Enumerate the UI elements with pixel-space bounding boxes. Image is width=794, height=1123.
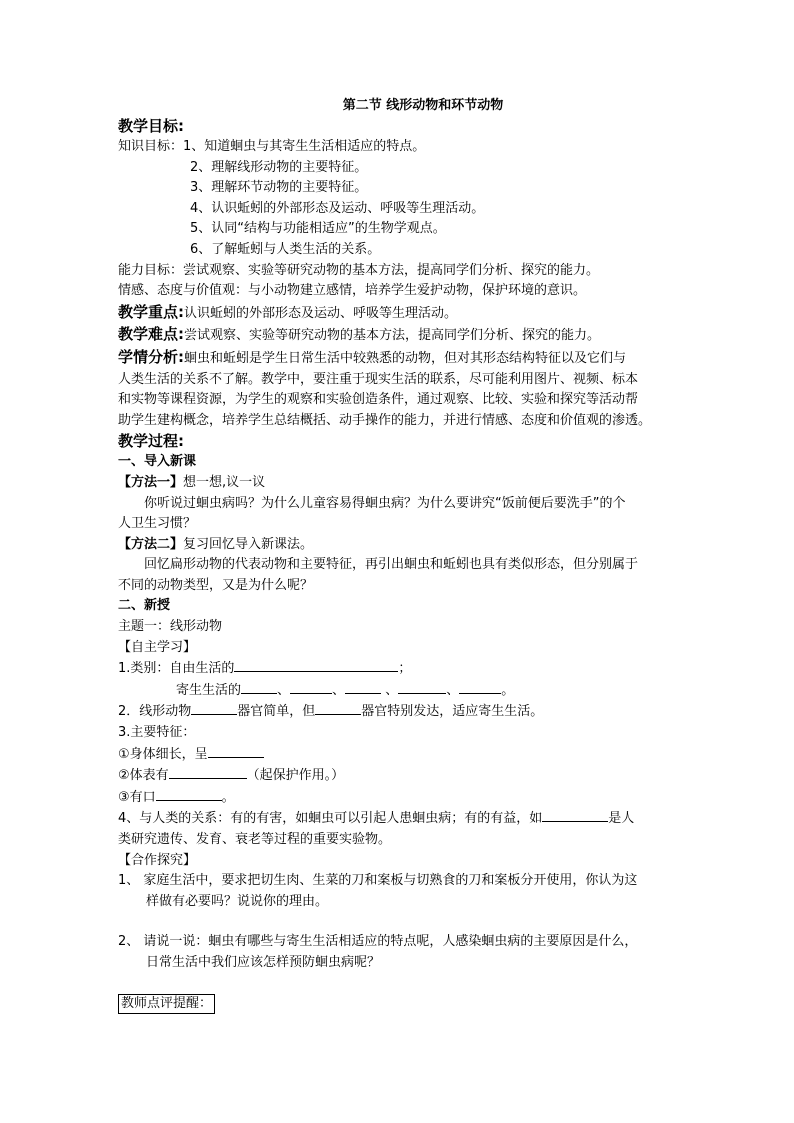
answer-space[interactable] [118, 912, 678, 932]
answer-space-2[interactable] [118, 974, 678, 994]
teacher-note [118, 994, 678, 1015]
feature-2: ②体表有 （起保护作用。） [118, 765, 678, 787]
blank-parasitic-2[interactable] [290, 680, 332, 694]
analysis-line-2: 人类生活的关系不了解。教学中，要注重于现实生活的联系，尽可能利用图片、视频、标本 [118, 371, 639, 387]
process-heading: 教学过程: [118, 432, 184, 451]
part1-heading: 一、导入新课 [118, 454, 197, 470]
blank-parasitic-1[interactable] [241, 680, 277, 694]
coop-q1-line-1: 1、 家庭生活中，要求把切生肉、生菜的刀和案板与切熟食的刀和案板分开使用，你认为这 [118, 873, 638, 889]
question-4a: 4、与人类的关系：有的有害，如蛔虫可以引起人患蛔虫病；有的有益，如 是人 [118, 808, 678, 830]
coop-q2-line-1: 2、 请说一说：蛔虫有哪些与寄生生活相适应的特点呢，人感染蛔虫病的主要原因是什么， [118, 934, 638, 950]
knowledge-goal-3: 3、理解环节动物的主要特征。 [190, 180, 368, 196]
coop-label: 【合作探究】 [118, 852, 197, 868]
blank-organ-2[interactable] [315, 701, 361, 715]
key-points: 教学重点:认识蚯蚓的外部形态及运动、呼吸等生理活动。 [118, 302, 458, 321]
blank-body-surface[interactable] [169, 765, 247, 779]
analysis-line-4: 助学生建构概念，培养学生总结概括、动手操作的能力，并进行情感、态度和价值观的渗透。 [118, 412, 652, 428]
feature-1: ①身体细长，呈 [118, 744, 678, 766]
knowledge-goal-5: 5、认同“结构与功能相适应”的生物学观点。 [190, 221, 446, 237]
knowledge-goal-1: 知识目标：1、知道蛔虫与其寄生生活相适应的特点。 [118, 139, 426, 154]
method1: 【方法一】想一想,议一议 [118, 474, 266, 490]
knowledge-goal-6: 6、了解蚯蚓与人类生活的关系。 [190, 241, 381, 257]
question-3: 3.主要特征： [118, 725, 196, 741]
method2-line-1: 回忆扁形动物的代表动物和主要特征，再引出蛔虫和蚯蚓也具有类似形态，但分别属于 [144, 557, 639, 573]
knowledge-label: 知识目标： [118, 139, 184, 154]
goals-heading: 教学目标: [118, 117, 184, 135]
question-4b: 类研究遗传、发育、衰老等过程的重要实验物。 [118, 832, 392, 847]
analysis-line-3: 和实物等课程资源，为学生的观察和实验创造条件，通过观察、比较、实验和探究等活动帮 [118, 392, 639, 408]
blank-parasitic-5[interactable] [459, 680, 501, 694]
part2-heading: 二、新授 [118, 598, 171, 614]
method2: 【方法二】复习回忆导入新课法。 [118, 536, 314, 552]
teacher-note-box: 教师点评提醒： [118, 994, 215, 1014]
method1-line-1: 你听说过蛔虫病吗？为什么儿童容易得蛔虫病？为什么要讲究“饭前便后要洗手”的个 [144, 495, 626, 511]
self-study-label: 【自主学习】 [118, 639, 197, 655]
coop-q1-line-2: 样做有必要吗？说说你的理由。 [146, 893, 329, 909]
blank-organ-1[interactable] [191, 701, 237, 715]
analysis-line-1: 学情分析:蛔虫和蚯蚓是学生日常生活中较熟悉的动物，但对其形态结构特征以及它们与 [118, 347, 627, 366]
blank-beneficial-example[interactable] [542, 808, 608, 822]
ability-goal: 能力目标：尝试观察、实验等研究动物的基本方法，提高同学们分析、探究的能力。 [118, 262, 600, 278]
blank-parasitic-4[interactable] [398, 680, 446, 694]
coop-q2-line-2: 日常生活中我们应该怎样预防蛔虫病呢？ [146, 954, 381, 970]
blank-body-shape[interactable] [208, 744, 264, 758]
difficulties: 教学难点:尝试观察、实验等研究动物的基本方法，提高同学们分析、探究的能力。 [118, 325, 601, 344]
knowledge-goal-2: 2、理解线形动物的主要特征。 [190, 159, 368, 175]
method1-line-2: 人卫生习惯？ [118, 516, 197, 532]
document-page [118, 96, 678, 1014]
question-1a: 1.类别：自由生活的 ； [118, 658, 678, 680]
question-2: 2．线形动物 器官简单，但 器官特别发达，适应寄生生活。 [118, 701, 678, 723]
topic-one: 主题一：线形动物 [118, 619, 223, 635]
method2-line-2: 不同的动物类型，又是为什么呢？ [118, 577, 314, 593]
emotion-goal: 情感、态度与价值观：与小动物建立感情，培养学生爱护动物，保护环境的意识。 [118, 283, 587, 299]
question-1b: 寄生生活的 、 、 、 、 。 [118, 680, 678, 702]
blank-free-living[interactable] [234, 658, 398, 672]
page-title: 第二节 线形动物和环节动物 [342, 98, 504, 113]
blank-mouth[interactable] [156, 787, 222, 801]
feature-3: ③有口 。 [118, 787, 678, 809]
knowledge-goal-4: 4、认识蚯蚓的外部形态及运动、呼吸等生理活动。 [190, 200, 485, 216]
blank-parasitic-3[interactable] [345, 680, 381, 694]
